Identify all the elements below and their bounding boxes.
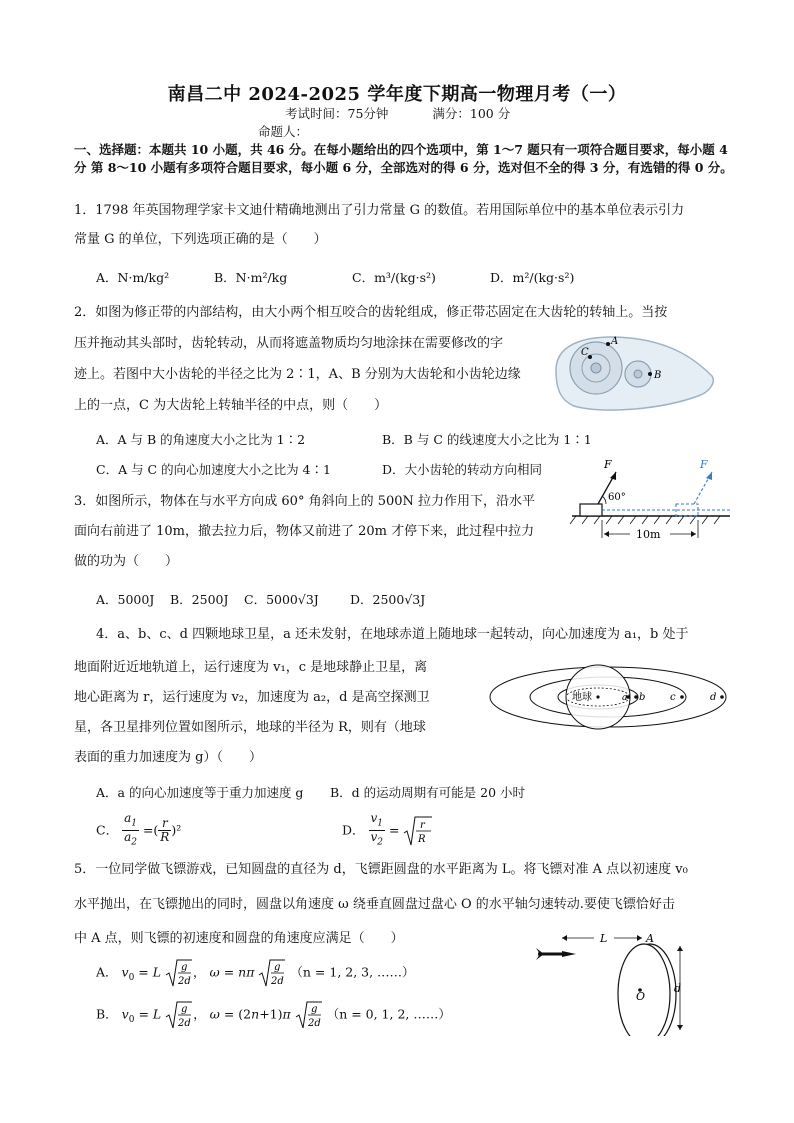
label-l: L [600, 932, 608, 945]
label-a: a [622, 693, 628, 703]
svg-text:2d: 2d [178, 1018, 191, 1029]
correction-tape-figure [550, 330, 718, 416]
q4-option-b: B．d 的运动周期有可能是 20 小时 [330, 785, 526, 800]
q1-option-b: B．N·m²/kg [214, 270, 288, 285]
dim-d-arrow-top [677, 946, 683, 951]
label-a: A [611, 336, 619, 347]
q3-line-2: 面向右前进了 10m，撤去拉力后，物体又前进了 20m 才停下来，此过程中拉力 [74, 524, 535, 539]
dart-tip-icon [562, 951, 576, 957]
q5-option-a: A． $v_0 = L$ g 2d ， ω = nπ g 2d （n = 1, 2, 3, ……） [96, 958, 415, 988]
satellite-c-dot [680, 695, 684, 699]
dim-arrow-right [691, 531, 696, 537]
q5-line-3: 中 A 点，则飞镖的初速度和圆盘的角速度应满足（ ） [74, 931, 404, 946]
q4-option-d [342, 812, 433, 850]
q3-option-c: C．5000√3J [244, 592, 319, 607]
q3-option-b: B．2500J [170, 592, 229, 607]
q4-option-d-eq: = [389, 822, 400, 838]
q4-line-2: 地面附近近地轨道上，运行速度为 v₁，c 是地球静止卫星，离 [74, 660, 428, 675]
satellite-d-dot [720, 695, 724, 699]
dim-arrow-left [604, 531, 609, 537]
q1-option-d: D．m²/(kg·s²) [490, 270, 575, 285]
q4-option-c [96, 812, 181, 850]
svg-text:2d: 2d [307, 1018, 321, 1029]
q5-option-b-n: （n = 0, 1, 2, ……） [326, 1006, 451, 1022]
svg-text:g: g [310, 1004, 318, 1015]
force-arrowhead-start [610, 472, 616, 480]
frac-a1-a2: $\frac{a_1}{a_2}$ [124, 811, 137, 848]
svg-text:g: g [181, 962, 188, 973]
label-c: C [581, 347, 589, 358]
label-d: d [710, 692, 717, 703]
q5-line-1: 5．一位同学做飞镖游戏，已知圆盘的直径为 d，飞镖距圆盘的水平距离为 L。将飞镖对准 A 点以初速度 v₀ [74, 862, 688, 877]
dim-d-arrow-bottom [677, 1025, 683, 1030]
exam-author: 命题人： [258, 124, 309, 139]
q2-option-d: D．大小齿轮的转动方向相同 [382, 462, 543, 477]
sqrt-g-over-2d-b1 [165, 1000, 193, 1030]
ground-hatch [570, 516, 720, 524]
svg-text:g: g [274, 962, 281, 973]
q2-option-c: C．A 与 C 的向心加速度大小之比为 4∶1 [96, 462, 331, 477]
exam-meta [285, 104, 550, 122]
q3-option-d: D．2500√3J [350, 592, 426, 607]
q5-option-b: B． $v_0 = L$ g 2d ， ω = (2n+1)π g 2d （n = 0, 1, 2, ……） [96, 1000, 451, 1030]
q5-line-2: 水平抛出，在飞镖抛出的同时，圆盘以角速度 ω 绕垂直圆盘过盘心 O 的水平轴匀速转动.要使飞镖恰好击 [74, 897, 675, 912]
label-force-start: F [604, 458, 612, 471]
small-gear-axle [634, 370, 642, 378]
earth-center-dot [596, 695, 599, 698]
dim-l-arrow-left [562, 935, 567, 941]
sqrt-g-over-2d-a1 [165, 958, 193, 988]
q3-line-1: 3．如图所示，物体在与水平方向成 60° 角斜向上的 500N 拉力作用下，沿水平 [74, 494, 536, 509]
angle-arc [602, 496, 606, 504]
section-1-instructions: 一、选择题：本题共 10 小题，共 46 分。在每小题给出的四个选项中，第 1～7 题只有一项符合题目要求，每小题 4 分 第 8～10 小题有多项符合题目要求，每小题 6 分，全部选对的得 6 分，选对但不全的得 3 分，有选错的得 0 分。 [74, 142, 733, 175]
q4-option-c-eq: =( [142, 822, 159, 838]
dart-disc-figure [532, 926, 702, 1036]
sqrt-g-over-2d-a2 [258, 958, 286, 988]
label-b: B [654, 370, 662, 381]
q4-line-3: 地心距离为 r，运行速度为 v₂，加速度为 a₂，d 是高空探测卫 [74, 690, 430, 705]
point-b-dot [648, 372, 652, 376]
q2-line-2: 压并拖动其头部时，齿轮转动，从而将遮盖物质均匀地涂抹在需要修改的字 [74, 336, 504, 351]
q4-option-d-label: D． [342, 822, 365, 838]
label-angle: 60° [608, 492, 626, 503]
svg-text:g: g [181, 1004, 188, 1015]
block-start [580, 504, 602, 516]
q2-option-b: B．B 与 C 的线速度大小之比为 1∶1 [382, 432, 592, 447]
label-force-end: F [700, 458, 708, 471]
page-title: 南昌二中 2024-2025 学年度下期高一物理月考（一） [167, 84, 627, 105]
label-distance: 10m [636, 528, 661, 541]
label-b: b [639, 692, 646, 703]
sqrt-g-over-2d-b2 [295, 1000, 323, 1030]
q4-line-5: 表面的重力加速度为 g）（ ） [74, 750, 262, 765]
label-o: O [636, 990, 646, 1003]
point-a-dot [606, 342, 610, 346]
label-d: d [674, 982, 682, 995]
q1-stem-2: 常量 G 的单位，下列选项正确的是（ ） [74, 232, 327, 247]
exam-time: 考试时间：75分钟 [285, 106, 389, 121]
frac-r-R: $\frac{r}{R}$ [160, 816, 170, 845]
exam-score: 满分：100 分 [432, 106, 511, 121]
force-figure [566, 454, 736, 546]
q2-line-3: 迹上。若图中大小齿轮的半径之比为 2∶1，A、B 分别为大齿轮和小齿轮边缘 [74, 367, 521, 382]
q2-line-4: 上的一点，C 为大齿轮上转轴半径的中点，则（ ） [74, 398, 388, 413]
frac-v1-v2: $\frac{v_1}{v_2}$ [370, 811, 384, 848]
svg-text:2d: 2d [271, 976, 285, 987]
force-arrowhead-end [706, 472, 712, 480]
large-gear-axle [591, 363, 601, 373]
svg-text:R: R [418, 833, 427, 845]
q5-option-b-label: B． [96, 1006, 118, 1022]
q5-option-a-n: （n = 1, 2, 3, ……） [290, 964, 415, 980]
q4-line-4: 星，各卫星排列位置如图所示，地球的半径为 R，则有（地球 [74, 720, 426, 735]
q3-option-a: A．5000J [96, 592, 155, 607]
satellite-b-dot [634, 695, 638, 699]
q1-stem: 1．1798 年英国物理学家卡文迪什精确地测出了引力常量 G 的数值。若用国际单位中的基本单位表示引力 [74, 203, 685, 218]
dim-l-arrow-right [637, 935, 642, 941]
q2-line-1: 2．如图为修正带的内部结构，由大小两个相互咬合的齿轮组成，修正带芯固定在大齿轮的转轴上。当按 [74, 305, 668, 320]
svg-text:2d: 2d [178, 976, 191, 987]
q5-option-a-label: A． [96, 964, 118, 980]
q4-option-a: A．a 的向心加速度等于重力加速度 g [96, 785, 304, 800]
satellite-orbit-figure [486, 660, 730, 736]
q4-option-c-pow: )² [171, 822, 182, 838]
sqrt-r-over-R [403, 815, 433, 847]
q1-option-c: C．m³/(kg·s²) [352, 270, 436, 285]
q4-option-c-label: C． [96, 822, 119, 838]
label-c: c [670, 692, 676, 703]
svg-text:r: r [420, 819, 426, 831]
q4-line-1: 4．a、b、c、d 四颗地球卫星，a 还未发射，在地球赤道上随地球一起转动，向心加速度为 a₁，b 处于 [96, 627, 689, 642]
q1-option-a: A．N·m/kg² [96, 270, 170, 285]
q2-option-a: A．A 与 B 的角速度大小之比为 1∶2 [96, 432, 306, 447]
label-a: A [646, 932, 654, 945]
dart-tail-icon [536, 948, 544, 960]
label-earth: 地球 [572, 692, 592, 703]
q3-line-3: 做的功为（ ） [74, 554, 179, 569]
